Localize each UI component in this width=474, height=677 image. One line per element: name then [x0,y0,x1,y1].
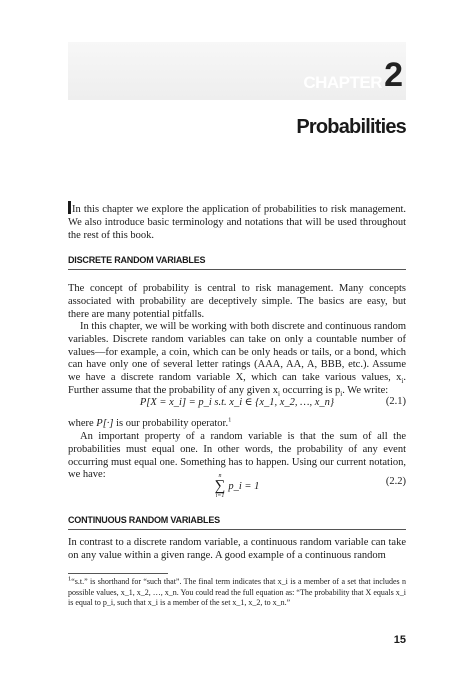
section-rule [68,529,406,530]
p2-sub-1: i [401,377,404,386]
footnote-rule [68,573,168,574]
sigma-block [215,473,226,499]
summation [215,473,260,499]
section-rule [68,269,406,270]
footnote-text: “s.t.” is shorthand for “such that”. The final term indicates that x_i is a member of a set that includes n possible values, x_1, x_2, …, x_n. You could read the full equation as: “The probability that X equals x_i is equal to p_i, such that x_i is a member of the set x_1, x_2, to x_n.” [68,577,406,607]
p2-text: In this chapter, we will be working with both discrete and continuous random variables. Discrete random variables can take on only a countable number of values—for example, a coin, which can be only heads or tails, or a bond, which can have only one of several letter ratings (AAA, AA, A, BBB, etc.). Assume we have a discrete random variable X, which can take various values, x [68,321,406,384]
discrete-paragraph-3: An important property of a random variable is that the sum of all the probabilities must equal one. In other words, the probability of any event occurring must equal one. Something has to happen. Using our current notation, we have: [68,431,406,481]
where-pre: where [68,418,97,429]
p2-tail: . Further assume that the probability of any given x [68,372,406,396]
sigma-symbol: ∑ [214,478,226,494]
p2-sub-3: i [340,390,343,399]
chapter-header-band [68,42,406,100]
p2-sub-2: i [277,390,280,399]
discrete-paragraph-2 [68,321,406,398]
equation-2-2-body [68,469,406,499]
page-number: 15 [393,634,406,646]
equation-2-2 [68,469,406,499]
sigma-upper-limit: n [218,473,222,479]
where-line [68,418,406,431]
footnote [68,577,406,609]
intro-drop-letter: I [72,204,76,215]
p2-end: . We write: [342,384,389,396]
equation-2-1-body: P[X = x_i] = p_i s.t. x_i ∈ {x_1, x_2, …, x_n} [139,397,335,408]
drop-letter-bar [68,201,71,214]
equation-2-2-number: (2.2) [385,476,406,487]
where-post: is our probability operator. [113,418,229,429]
p2-tail2: occurring is p [279,384,341,396]
summation-body: p_i = 1 [228,480,260,492]
continuous-paragraph-1: In contrast to a discrete random variable, a continuous random variable can take on any value within a given range. A good example of a continuous random [68,537,406,561]
equation-2-1-number: (2.1) [385,396,406,407]
intro-paragraph [68,201,406,242]
sigma-lower-limit: i=1 [215,493,225,499]
footnote-ref: 1 [228,416,232,424]
chapter-title: Probabilities [296,116,406,138]
discrete-paragraph-1: The concept of probability is central to risk management. Many concepts associated with probability are deceptively simple. The basics are easy, but there are many potential pitfalls. [68,283,406,320]
section-heading-text: DISCRETE RANDOM VARIABLES [68,255,206,265]
section-heading-discrete [68,255,406,265]
footnote-marker: 1 [68,575,72,583]
where-math: P[·] [96,418,114,429]
intro-text: n this chapter we explore the application of probabilities to risk management. We also introduce basic terminology and notations that will be used throughout the rest of this book. [68,204,406,241]
section-heading-text: CONTINUOUS RANDOM VARIABLES [68,515,220,525]
chapter-label: CHAPTER [303,73,382,92]
chapter-number: 2 [384,56,403,94]
section-heading-continuous [68,515,406,525]
